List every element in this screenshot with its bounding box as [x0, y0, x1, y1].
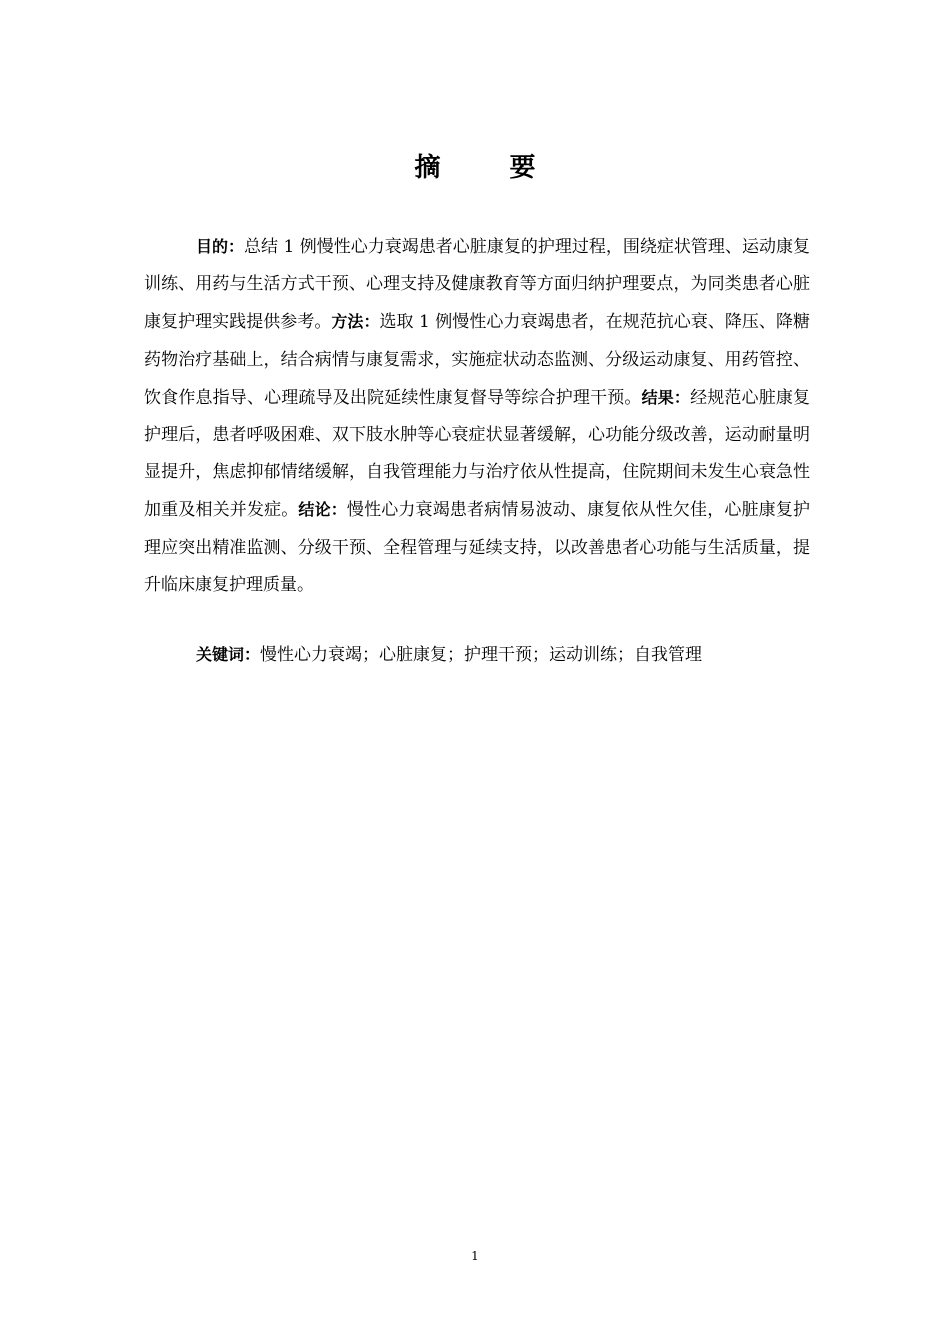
abstract-title: 摘 要	[414, 153, 566, 183]
page-number: 1	[471, 1249, 479, 1263]
keywords-label: 关键词：	[196, 645, 261, 664]
method-label: 方法：	[331, 312, 380, 332]
result-label: 结果：	[641, 387, 691, 407]
method-text: 选取 1 例慢性心力衰竭患者，在规范抗心衰、降压、降糖药物治疗基础上，结合病情与康复需求，实施症状动态监测、分级运动康复、用药管控、饮食作息指导、心理疏导及出院延续性康复督导等综合护理干预。	[144, 312, 810, 408]
objective-text: 总结 1 例慢性心力衰竭患者心脏康复的护理过程，围绕症状管理、运动康复训练、用药与生活方式干预、心理支持及健康教育等方面归纳护理要点，为同类患者心脏康复护理实践提供参考。	[144, 237, 810, 333]
keywords-text: 慢性心力衰竭；心脏康复；护理干预；运动训练；自我管理	[260, 645, 703, 665]
conclusion-label: 结论：	[298, 500, 347, 520]
keywords-line	[144, 636, 810, 674]
objective-label: 目的：	[196, 237, 245, 256]
conclusion-text: 慢性心力衰竭患者病情易波动、康复依从性欠佳，心脏康复护理应突出精准监测、分级干预、全程管理与延续支持，以改善患者心功能与生活质量，提升临床康复护理质量。	[144, 500, 810, 595]
abstract-body	[144, 228, 810, 604]
result-text: 经规范心脏康复护理后，患者呼吸困难、双下肢水肿等心衰症状显著缓解，心功能分级改善，运动耐量明显提升，焦虑抑郁情绪缓解，自我管理能力与治疗依从性提高，住院期间未发生心衰急性加重及相关并发症。	[144, 387, 811, 521]
